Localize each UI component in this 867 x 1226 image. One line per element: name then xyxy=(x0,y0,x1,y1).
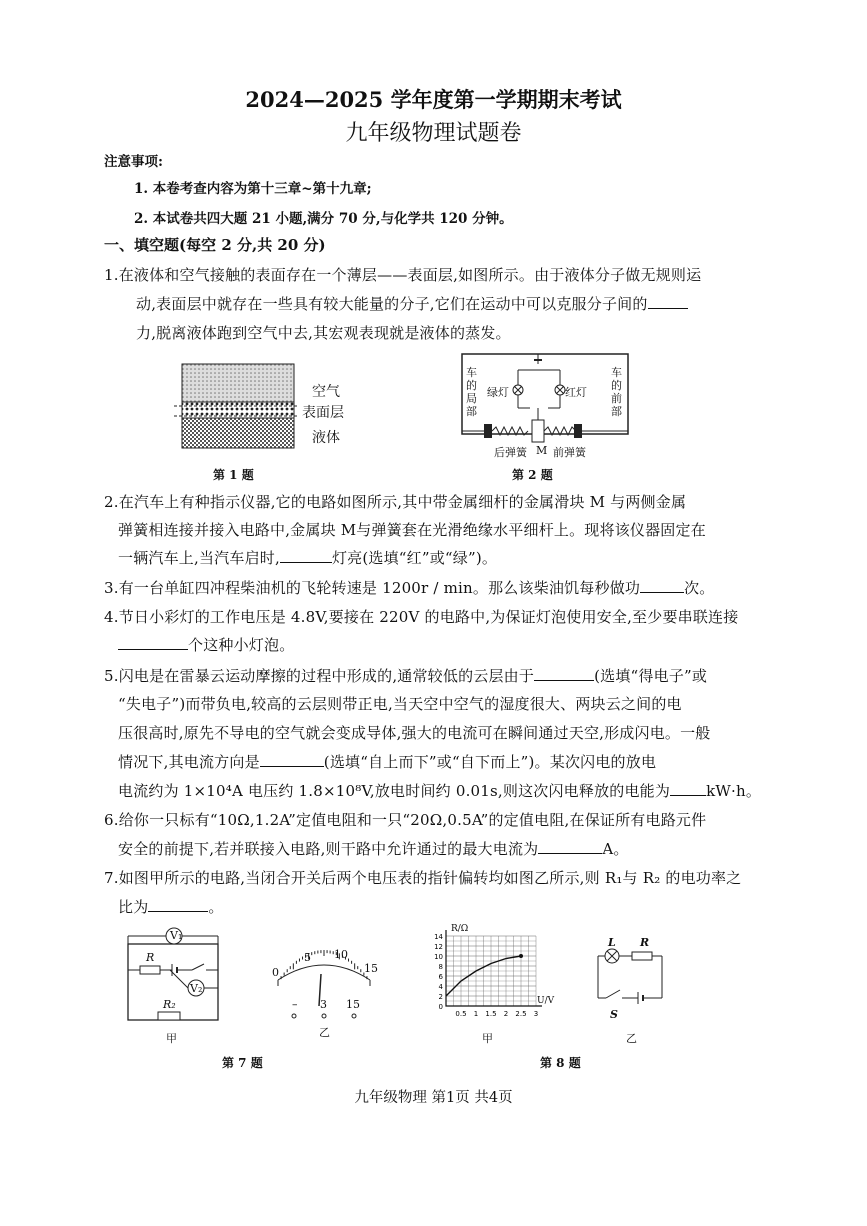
q7-text-b: 。 xyxy=(208,898,224,916)
answer-blank[interactable] xyxy=(640,578,684,593)
q3-text-a: 3.有一台单缸四冲程柴油机的飞轮转速是 1200r / min。那么该柴油饥每秒做功 xyxy=(104,579,641,597)
x-tick-label: 1.5 xyxy=(485,1010,497,1018)
label-left: 车的局部 xyxy=(466,366,477,418)
y-tick-label: 8 xyxy=(438,963,443,971)
y-tick-label: 2 xyxy=(438,993,443,1001)
label-l: L xyxy=(608,936,616,949)
label-front-spring: 前弹簧 xyxy=(553,446,586,459)
y-tick-label: 14 xyxy=(434,933,443,941)
resistor-r2 xyxy=(158,1012,180,1020)
label-back-spring: 后弹簧 xyxy=(494,446,527,459)
y-tick-label: 6 xyxy=(438,973,443,981)
q6-line1: 6.给你一只标有“10Ω,1.2A”定值电阻和一只“20Ω,0.5A”的定值电阻,在保证所有电路元件 xyxy=(104,811,707,829)
label-right: 车的前部 xyxy=(611,366,622,418)
q2-line3 xyxy=(118,547,497,568)
q5-text-e: 电流约为 1×10⁴A 电压约 1.8×10⁸V,放电时间约 0.01s,则这次闪电释放的电能为 xyxy=(118,782,671,800)
notice-item: 1. 本卷考查内容为第十三章~第十九章; xyxy=(134,181,372,197)
y-tick-label: 4 xyxy=(438,983,443,991)
q6-text-a: 安全的前提下,若并联接入电路,则干路中允许通过的最大电流为 xyxy=(118,840,539,858)
label-r2: R₂ xyxy=(163,998,176,1011)
q5-line1 xyxy=(104,665,707,686)
q7-line2 xyxy=(118,896,224,917)
q6-text-b: A。 xyxy=(602,840,629,858)
figure-8-caption: 第 8 题 xyxy=(540,1056,581,1070)
x-tick-label: 2 xyxy=(503,1010,509,1018)
q5-text-d: (选填“自上而下”或“自下而上”)。某次闪电的放电 xyxy=(323,753,657,771)
figure-8-chart xyxy=(424,926,558,1026)
label-liquid: 液体 xyxy=(312,430,340,446)
figure-1 xyxy=(170,352,390,452)
q5-text-a: 5.闪电是在雷暴云运动摩擦的过程中形成的,通常较低的云层由于 xyxy=(104,667,535,685)
label-green: 绿灯 xyxy=(487,386,509,399)
switch-s xyxy=(606,990,620,998)
q5-line4 xyxy=(118,751,656,772)
q5-text-b: (选填“得电子”或 xyxy=(594,667,708,685)
answer-blank[interactable] xyxy=(260,752,324,767)
answer-blank[interactable] xyxy=(670,781,706,796)
label-red: 红灯 xyxy=(565,386,587,399)
label-r: R xyxy=(146,951,155,964)
exam-title: 2024—2025 学年度第一学期期末考试 xyxy=(245,87,622,112)
exam-subtitle: 九年级物理试题卷 xyxy=(345,121,522,146)
chart8-xlabel: U/V xyxy=(537,996,555,1006)
q5-text-c: 情况下,其电流方向是 xyxy=(118,753,260,771)
data-point xyxy=(519,954,523,958)
q1-line1: 1.在液体和空气接触的表面存在一个薄层——表面层,如图所示。由于液体分子做无规则运 xyxy=(104,266,702,284)
surface-layer xyxy=(182,402,294,418)
label-m: M xyxy=(536,444,548,457)
y-tick-label: 0 xyxy=(438,1003,443,1011)
page-footer: 九年级物理 第1页 共4页 xyxy=(354,1090,513,1106)
label-air: 空气 xyxy=(312,384,340,400)
q2-text-b: 灯亮(选填“红”或“绿”)。 xyxy=(331,549,498,567)
q7-text-a: 比为 xyxy=(118,898,149,916)
resistor-r xyxy=(140,966,160,974)
x-tick-label: 2.5 xyxy=(515,1010,527,1018)
q5-line2: “失电子”)而带负电,较高的云层则带正电,当天空中空气的湿度很大、两块云之间的电 xyxy=(118,695,682,713)
figure-2-caption: 第 2 题 xyxy=(512,468,553,482)
answer-blank[interactable] xyxy=(280,548,332,563)
x-tick-label: 3 xyxy=(533,1010,539,1018)
answer-blank[interactable] xyxy=(118,635,188,650)
answer-blank[interactable] xyxy=(534,666,594,681)
label-jia-8: 甲 xyxy=(482,1032,493,1045)
scale-0: 0 xyxy=(272,966,279,979)
x-tick-label: 1 xyxy=(473,1010,479,1018)
label-r-8: R xyxy=(640,936,650,949)
q2-text-a: 一辆汽车上,当汽车启时, xyxy=(118,549,280,567)
q6-line2 xyxy=(118,838,629,859)
terminal-minus: – xyxy=(292,998,298,1011)
notice-heading: 注意事项: xyxy=(104,154,163,170)
label-surface: 表面层 xyxy=(302,405,344,421)
q4-line1: 4.节日小彩灯的工作电压是 4.8V,要接在 220V 的电路中,为保证灯泡使用安全,至少要串联连接 xyxy=(104,608,739,626)
resistor-r xyxy=(632,952,652,960)
scale-10: 10 xyxy=(334,948,348,961)
answer-blank[interactable] xyxy=(148,897,208,912)
q1-line3: 力,脱离液体跑到空气中去,其宏观表现就是液体的蒸发。 xyxy=(136,324,511,342)
label-yi-8: 乙 xyxy=(626,1032,637,1045)
q3-text-b: 次。 xyxy=(684,579,715,597)
q2-line1: 2.在汽车上有种指示仪器,它的电路如图所示,其中带金属细杆的金属滑块 M 与两侧金属 xyxy=(104,493,687,511)
q1-line2 xyxy=(136,293,688,314)
notice-item: 2. 本试卷共四大题 21 小题,满分 70 分,与化学共 120 分钟。 xyxy=(134,211,513,227)
q7-line1: 7.如图甲所示的电路,当闭合开关后两个电压表的指针偏转均如图乙所示,则 R₁与 R₂ 的电功率之 xyxy=(104,869,742,887)
label-v1: V₁ xyxy=(170,929,183,942)
chart-axes xyxy=(446,930,542,1006)
scale-5: 5 xyxy=(304,951,311,964)
figure-7-meter xyxy=(264,944,384,1024)
answer-blank[interactable] xyxy=(648,294,688,309)
answer-blank[interactable] xyxy=(538,839,602,854)
liquid-layer xyxy=(182,418,294,448)
q5-line3: 压很高时,原先不导电的空气就会变成导体,强大的电流可在瞬间通过天空,形成闪电。一般 xyxy=(118,724,711,742)
label-jia: 甲 xyxy=(166,1032,177,1045)
terminal-3: 3 xyxy=(320,998,327,1011)
figure-1-caption: 第 1 题 xyxy=(213,468,254,482)
label-v2: V₂ xyxy=(190,982,203,995)
q2-line2: 弹簧相连接并接入电路中,金属块 M与弹簧套在光滑绝缘水平细杆上。现将该仪器固定在 xyxy=(118,521,706,539)
figure-8-circuit xyxy=(592,940,672,1010)
chart8-ylabel: R/Ω xyxy=(451,924,469,934)
q5-text-f: kW·h。 xyxy=(706,782,762,800)
q4-line2 xyxy=(118,634,294,655)
q5-line5 xyxy=(118,780,761,801)
section-heading: 一、填空题(每空 2 分,共 20 分) xyxy=(104,236,326,254)
label-yi: 乙 xyxy=(319,1026,330,1039)
q4-text-b: 个这种小灯泡。 xyxy=(188,636,295,654)
q3-line xyxy=(104,577,715,598)
q1-text: 动,表面层中就存在一些具有较大能量的分子,它们在运动中可以克服分子间的 xyxy=(136,295,648,313)
figure-7-caption: 第 7 题 xyxy=(222,1056,263,1070)
air-layer xyxy=(182,364,294,402)
y-tick-label: 12 xyxy=(434,943,443,951)
label-s: S xyxy=(610,1008,618,1021)
slider-m xyxy=(532,420,544,442)
scale-15: 15 xyxy=(364,962,378,975)
x-tick-label: 0.5 xyxy=(455,1010,467,1018)
terminal-15: 15 xyxy=(346,998,360,1011)
y-tick-label: 10 xyxy=(434,953,443,961)
